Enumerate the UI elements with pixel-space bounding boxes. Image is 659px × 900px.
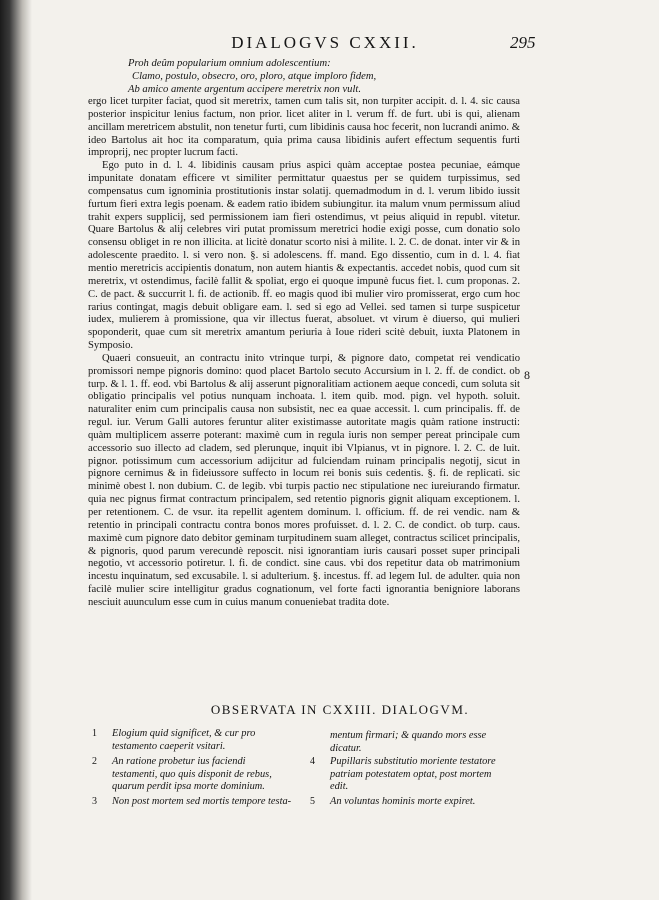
verse-quotation [128, 58, 508, 96]
running-header: DIALOGVS CXXII. [231, 33, 419, 52]
observation-item: 1 Elogium quid significet, & cur pro testamento caeperit vsitari. [92, 728, 256, 752]
observation-item: 4 Pupillaris substitutio moriente testatore patriam potestatem optat, post mortem edit. [310, 756, 496, 792]
paragraph: Ego puto in d. l. 4. libidinis causam prius aspici quàm acceptae postea pecuniae, eámque impunitate donatam efficere vt similiter permittatur quaestus per se quidem turpissimus, sed compensatus cum ignominia prostitutionis instar solatij. quemadmodum in d. l. verum libido iussit furtum fieri extra legis poenam. & eadem ratio ibidem subiungitur. ita malum vnum permissum aliud trahit expers supplicij, sed permissionem iam fieri ostendimus, vt peius aliquid in republ. vitetur. Quare Bartolus & alij celebres viri putat promissum meretrici hodie exigi posse, cum donatio solo consensu obliget in re non illicita. at licitè donatur scorto nisi à milite. l. 2. C. de donat. inter vir & in adolescente praedito. l. si vero non. §. si adolescens. ff. mand. Ego dissentio, cum in d. l. 4. fiat mentio meretricis accipientis donatum, non autem hiantis & expectantis. accedet nobis, quod cum sit meretrix, vt ostendimus, facilè fallit & spoliat, ergo ei quoque impunè fucus fiet. l. cum proponas. 2. C. de pact. & succurrit l. fi. de actionib. ff. eo magis quod ibi mulier viro promisserat, ergo cum hoc rarius contingat, magis debuit obligare eam. l. sed si ego ad Vellei. sed tamen si turpe suspicetur iudex, mulierem à promissione, qua vir illectus fuerat, absoluet. vt virum è diuerso, qui mulieri spoponderit, quae cum sit meretrix amantum periuria à Ioue rideri scitè debuit, iuxta Platonem in Symposio. [88, 160, 520, 352]
page-edge-shadow [0, 0, 32, 900]
observation-item: 5 An voluntas hominis morte expiret. [310, 796, 476, 807]
observation-item: mentum firmari; & quando mors esse dicatur. [330, 730, 487, 754]
verse-line: Proh deûm popularium omnium adolescentium: [128, 58, 331, 69]
page-number: 295 [510, 33, 536, 52]
paragraph: ergo licet turpiter faciat, quod sit meretrix, tamen cum talis sit, non turpiter accipit. d. l. 4. sic causa posterior inspicitur lenius factum, non prior. licet aliter in l. verum ff. de furt. ubi is qui, alienam ancillam meretricem abstulit, non tenetur furti, cum libidinis causa hoc fecerit, non lucrandi animo. & ideo Bartolus ait hoc ita comparatum, quia prima causa libidinis aufert effectum sequentis furti improprij, nec propter lucrum facti. [88, 96, 520, 159]
section-heading: OBSERVATA IN CXXIII. DIALOGVM. [210, 702, 470, 717]
paragraph: Quaeri consueuit, an contractu inito vtrinque turpi, & pignore dato, competat rei vendicatio promissori nempe pignoris domino: quod placet Bartolo secuto Accursium in l. 2. ff. de condict. ob turp. & l. 1. ff. eod. vbi Bartolus & alij asserunt pignoralitiam actionem aeque concedi, cum soluta sit obligatio principalis vel potius nunquam inchoata. l. item quib. mod. pign. vel hypoth. soluit. naturaliter enim cum principalis causa non subsistit, nec ea quae accessit. l. cum principalis. ff. de regul. iur. Verum Galli autores feruntur aliter existimasse autoritate magis quàm ratione instructi: quàm multiplicem asserre poterant: maximè cum in regula iuris non semper pereat principale cum accessorio suo illecto ad cladem, sed plerunque, inquit ibi Vlpianus, vt in pignore. l. 2. C. de luit. pignor. potissimum cum accessorium adijcitur ad fulciendam ruinam principalis negotij, sicut in pignore cernimus & in fideiussore suffecto in locum rei bonis suis cedentis. §. fi. de replicati. sic minimè obest l. non dubium. C. de legib. vbi turpis pactio nec stipulatione nec iureiurando firmatur. quia nec pignus firmat contractum principalem, sed retentio pignoris gignit aliquam exceptionem. l. per retentionem. C. de vsur. ita repellit agentem dominum. l. officium. ff. de rei vendic. nam & retentio in principali contractu contra bonos mores profuisset. d. l. 2. C. de condict. ob turp. caus. maximè cum pignore dato debitor geminam turpitudinem suam alleget, contractus scilicet principalis, & pignoris, quod parum verecundè reposcit. nisi ignorantiam iuris causari posset super principali negotio, vt accessorio potiretur. l. fi. de condict. sine caus. vbi dos repetitur data ob matrimonium incestu inquinatum, sed excusabile. l. si adulterium. §. incestus. ff. ad legem Iul. de adulter. quia non facilè mulier scire intelligitur gradus cognationum, vel forte facti ignorantia benigniore laborans nesciuit auunculum esse cum in cuius manum conueniebat tradita dote. [88, 352, 520, 608]
verse-line: Clamo, postulo, obsecro, oro, ploro, atque imploro fidem, [132, 70, 377, 82]
observation-item: 3 Non post mortem sed mortis tempore testa- [92, 796, 292, 807]
verse-line: Ab amico amente argentum accipere meretrix non vult. [128, 83, 361, 95]
main-text [88, 96, 520, 610]
observation-item: 2 An ratione probetur ius faciendi testamenti, quo quis disponit de rebus, quarum perdit ipsa morte dominium. [92, 756, 272, 792]
margin-number: 8 [524, 368, 530, 382]
